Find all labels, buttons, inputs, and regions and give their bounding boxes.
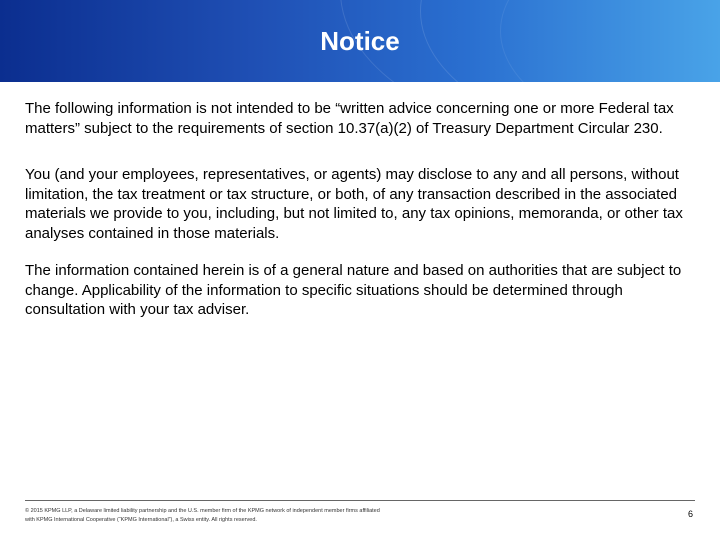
- footer-divider: [25, 500, 695, 501]
- notice-paragraph-circular-230: The following information is not intended to be “written advice concerning one or more Federal tax matters” subject to the requirements of section 10.37(a)(2) of Treasury Department Circular 230.: [25, 100, 674, 137]
- notice-body: [25, 99, 690, 320]
- header-band: [0, 0, 720, 82]
- page-number: 6: [687, 509, 693, 519]
- page-title: Notice: [320, 26, 400, 56]
- footer-copyright: © 2015 KPMG LLP, a Delaware limited liability partnership and the U.S. member firm of the KPMG network of independent member firms affiliated with KPMG International Cooperative (“KPMG International”), a Swiss entity. All rights reserved.: [25, 508, 380, 523]
- notice-paragraph-general-nature: The information contained herein is of a general nature and based on authorities that are subject to change. Applicability of the information to specific situations should be determined through consultation with your tax adviser.: [25, 262, 682, 318]
- notice-paragraph-disclosure: You (and your employees, representatives, or agents) may disclose to any and all persons, without limitation, the tax treatment or tax structure, or both, of any transaction described in the associated materials we provide to you, including, but not limited to, any tax opinions, memoranda, or other tax analyses contained in those materials.: [25, 166, 683, 242]
